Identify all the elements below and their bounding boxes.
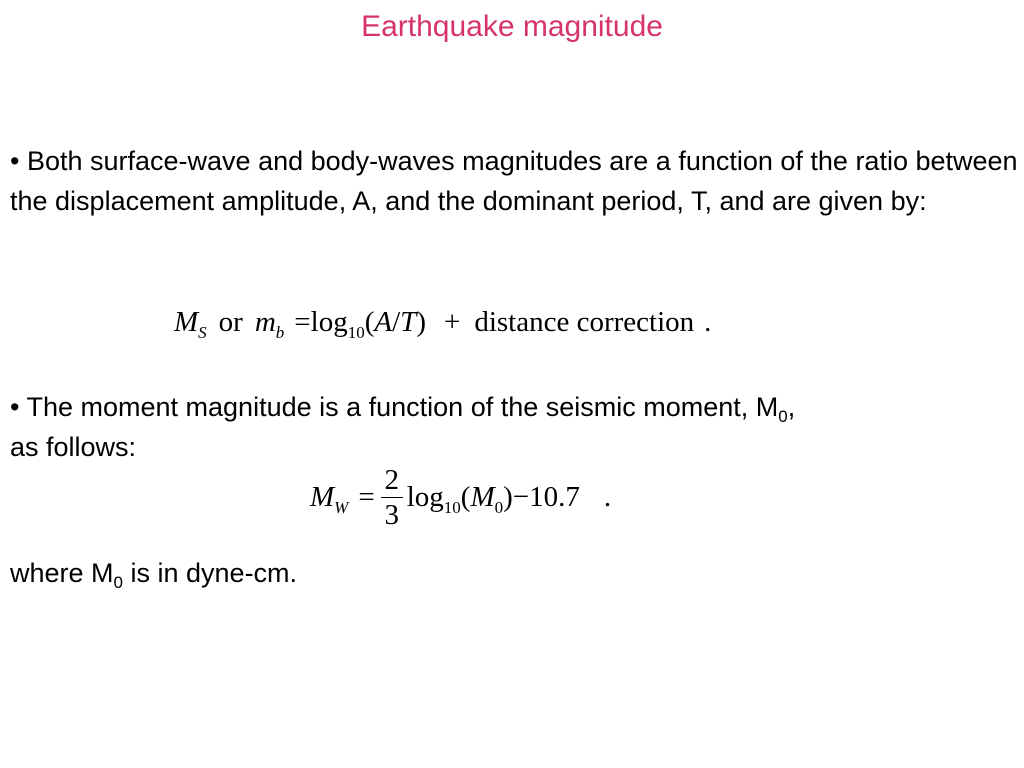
eq2-numerator: 2 [384,463,399,496]
eq2-minus: − [512,480,530,513]
eq2-m0-sub: 0 [494,497,504,517]
eq1-slash: / [392,306,401,338]
bullet2-comma: , [787,392,796,422]
eq1-ms-sub: S [198,323,207,342]
eq2-equals: = [358,480,375,513]
eq2-log-base: 10 [443,497,461,517]
eq2-open-paren: ( [460,480,471,513]
eq2-denominator: 3 [384,498,399,531]
units-note [10,553,1020,593]
eq1-equals: = [294,306,311,338]
note-text: where M [10,558,114,588]
eq2-end-period: . [603,480,612,513]
eq1-open-paren: ( [364,306,375,338]
eq1-distance-correction: distance correction [474,306,695,338]
eq1-log-base: 10 [347,323,365,342]
eq1-mb-sub: b [275,323,285,342]
equation-magnitude [174,302,711,342]
eq1-end-period: . [704,306,712,338]
eq1-or: or [218,306,243,338]
note-subscript: 0 [113,573,123,592]
eq1-plus: + [443,306,461,338]
bullet2-subscript: 0 [778,407,788,426]
note-text-end: is in dyne-cm. [123,558,298,588]
eq2-constant: 10.7 [529,480,580,513]
bullet2-text: • The moment magnitude is a function of the seismic moment, M [10,392,779,422]
eq2-close-paren: ) [503,480,513,513]
equation-moment-magnitude [310,452,611,542]
bullet2-line2: as follows: [10,432,137,462]
eq1-close-paren: ) [416,306,426,338]
bullet-surface-body-waves: • Both surface-wave and body-waves magnitudes are a function of the ratio between the displacement amplitude, A, and the dominant period, T, and are given by: [10,146,1018,216]
eq1-amplitude: A [374,306,393,338]
eq1-mb: m [254,306,276,338]
slide-title: Earthquake magnitude [361,10,663,43]
eq1-log: log [310,306,348,338]
eq2-fraction [381,463,403,532]
eq1-ms: M [174,306,199,338]
eq1-period-var: T [400,306,417,338]
eq2-mw-sub: W [334,497,349,517]
eq2-mw: M [310,480,335,513]
eq2-log: log [406,480,444,513]
eq2-m0: M [470,480,495,513]
